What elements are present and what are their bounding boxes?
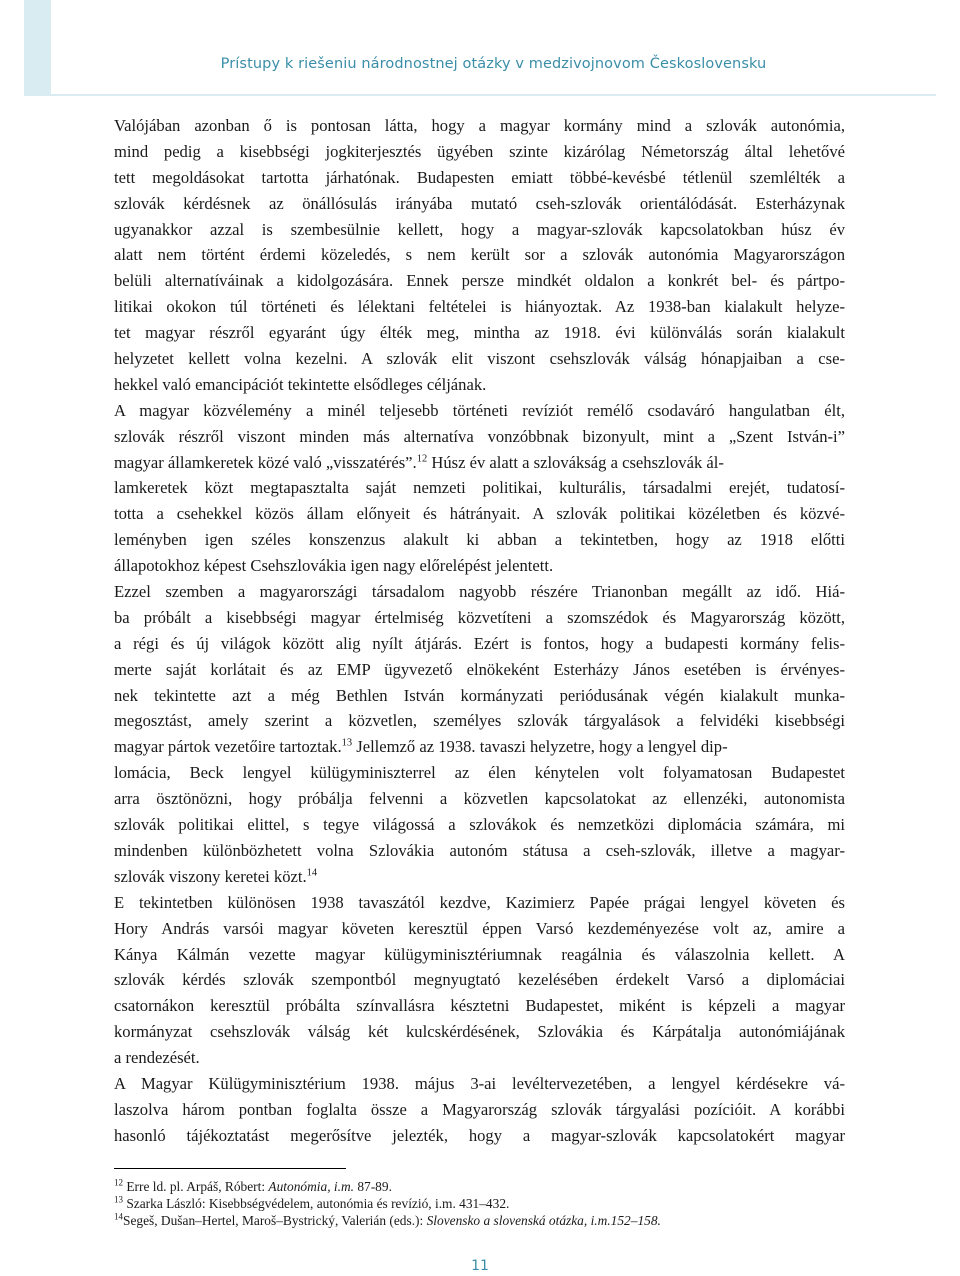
header-rule	[51, 94, 936, 96]
text-line: tet magyar részről egyaránt úgy élték meg, mintha az 1918. évi különválás során kialakult	[114, 323, 845, 343]
text-line: Valójában azonban ő is pontosan látta, hogy a magyar kormány mind a szlovák autonómia,	[114, 116, 845, 135]
footnote-text: Segeš, Dušan–Hertel, Maroš–Bystrický, Valerián (eds.):	[123, 1212, 427, 1228]
text-segment: szlovák viszony keretei közt.	[114, 866, 307, 886]
footnote-ref: 12	[416, 453, 428, 465]
footnote-italic: Slovensko a slovenská otázka, i.m.152–158.	[426, 1212, 661, 1228]
text-line: A Magyar Külügyminisztérium 1938. május 3-ai levéltervezetében, a lengyel kérdésekre vá-	[114, 1073, 845, 1093]
text-line: mindenben különbözhetett volna Szlovákia autonóm státusa a cseh-szlovák, illetve a magyar-	[114, 840, 845, 860]
footnote-number: 14	[114, 1211, 123, 1222]
text-line: nek tekintette azt a még Bethlen István kormányzati periódusának végén kialakult munka-	[114, 685, 845, 705]
running-header: Prístupy k riešeniu národnostnej otázky v medzivojnovom Československu	[220, 56, 767, 72]
text-segment: magyar pártok vezetőire tartoztak.	[114, 737, 342, 757]
text-line: merte saját korlátait és az EMP ügyvezető elnökeként Esterházy János esetében is érvényes-	[114, 659, 845, 679]
text-segment: Jellemző az 1938. tavaszi helyzetre, hogy a lengyel dip-	[352, 737, 728, 757]
text-line: arra ösztönözni, hogy próbálja felvenni a közvetlen kapcsolatokat az ellenzéki, autonomista	[114, 789, 845, 809]
text-line	[114, 450, 845, 476]
text-line: ba próbált a kisebbségi magyar értelmiség közvetíteni a szomszédok és Magyarország között,	[114, 607, 845, 627]
footnote-ref: 13	[341, 737, 353, 749]
footnote-number: 13	[114, 1194, 123, 1205]
text-line: szlovák részről viszont minden más alternatíva vonzóbbnak bizonyult, mint a „Szent István-i”	[114, 426, 845, 446]
text-line: megosztást, amely szerint a közvetlen, személyes szlovák tárgyalások a felvidéki kisebbségi	[114, 711, 845, 731]
text-line: Hory András varsói magyar követen keresztül éppen Varsó kezdeményezése volt az, amire a	[114, 918, 845, 938]
body-text	[114, 113, 845, 1149]
footnote	[114, 1213, 874, 1230]
footnote-text: Szarka László: Kisebbségvédelem, autonómia és revízió, i.m. 431–432.	[123, 1195, 510, 1211]
page-number: 11	[471, 1258, 489, 1274]
text-line: E tekintetben különösen 1938 tavaszától kezdve, Kazimierz Papée prágai lengyel követen és	[114, 892, 845, 912]
text-line: hasonló tájékoztatást megerősítve jelezték, hogy a magyar-szlovák kapcsolatokért magyar	[114, 1125, 845, 1145]
text-line: szlovák politikai elittel, s tegye világossá a szlovákok és nemzetközi diplomácia számára, mi	[114, 815, 845, 835]
text-line: a régi és új világok között alig nyílt átjárás. Ezért is fontos, hogy a budapesti kormány felis-	[114, 633, 845, 653]
footnote-separator	[114, 1168, 346, 1169]
text-line: lamkeretek közt megtapasztalta saját nemzeti politikai, kulturális, társadalmi erejét, tudatosí-	[114, 478, 845, 498]
text-line: szlovák kérdésnek az önállósulás irányába mutató cseh-szlovák orientálódását. Esterházynak	[114, 193, 845, 213]
text-line: Ezzel szemben a magyarországi társadalom nagyobb részére Trianonban megállt az idő. Hiá-	[114, 582, 845, 602]
footnote-italic: Autonómia, i.m.	[268, 1179, 354, 1194]
text-line	[114, 734, 845, 760]
text-line: szlovák kérdés szlovák szempontból megnyugtató kezelésében érdekelt Varsó a diplomáciai	[114, 970, 845, 990]
text-line: litikai okokon túl történeti és lélektani feltételei is hiányoztak. Az 1938-ban kialakult helyze-	[114, 297, 845, 317]
footnote-tail: 87-89.	[353, 1179, 392, 1194]
text-line: a rendezését.	[114, 1048, 200, 1068]
text-line: A magyar közvélemény a minél teljesebb történeti revíziót remélő csodaváró hangulatban élt,	[114, 400, 845, 420]
text-line: helyzetet kellett volna kezelni. A szlovák elit viszont csehszlovák válság hónapjaiban a cse-	[114, 349, 845, 369]
footnote-number: 12	[114, 1177, 123, 1188]
text-segment: Húsz év alatt a szlovákság a csehszlovák ál-	[427, 452, 724, 472]
text-line: tett megoldásokat tartotta járhatónak. Budapesten emiatt többé-kevésbé tétlenül szemlélték a	[114, 167, 845, 187]
text-line: csatornákon keresztül próbálta színvallásra késztetni Budapestet, miként is képzeli a magyar	[114, 996, 845, 1016]
text-line: alatt nem történt érdemi közeledés, s nem került sor a szlovák autonómia Magyarországon	[114, 245, 845, 265]
text-line: leményben igen széles konszenzus alakult ki abban a tekintetben, hogy az 1918 előtti	[114, 530, 845, 550]
text-line: hekkel való emancipációt tekintette elsődleges céljának.	[114, 374, 487, 394]
text-line: lomácia, Beck lengyel külügyminiszterrel az élen kénytelen volt folyamatosan Budapestet	[114, 763, 845, 783]
text-line: belüli alternatíváinak a kidolgozására. Ennek persze mindkét oldalon a konkrét bel- és pártpo-	[114, 271, 845, 291]
footnote-text: Erre ld. pl. Arpáš, Róbert:	[123, 1179, 269, 1194]
text-line	[114, 864, 845, 890]
footnote	[114, 1179, 874, 1196]
footnote-ref: 14	[306, 867, 318, 879]
text-line: állapotokhoz képest Csehszlovákia igen nagy előrelépést jelentett.	[114, 556, 554, 576]
text-line: totta a csehekkel közös állam előnyeit és hátrányait. A szlovák politikai közéletben és közvé-	[114, 504, 845, 524]
text-segment: magyar államkeretek közé való „visszatérés”.	[114, 452, 417, 472]
text-line: ugyanakkor azzal is szembesülnie kellett, hogy a magyar-szlovák kapcsolatokban húsz év	[114, 219, 845, 239]
header-accent-bar	[24, 0, 51, 96]
footnotes	[114, 1179, 874, 1230]
text-line: laszolva három pontban foglalta össze a Magyarország szlovák tárgyalási pozícióit. A korábbi	[114, 1099, 845, 1119]
footnote	[114, 1196, 874, 1213]
text-line: mind pedig a kisebbségi jogkiterjesztés ügyében szinte kizárólag Németország által lehetővé	[114, 141, 845, 161]
text-line: Kánya Kálmán vezette magyar külügyminisztériumnak reagálnia és válaszolnia kellett. A	[114, 944, 845, 964]
text-line: kormányzat csehszlovák válság két kulcskérdésének, Szlovákia és Kárpátalja autonómiájának	[114, 1022, 845, 1042]
